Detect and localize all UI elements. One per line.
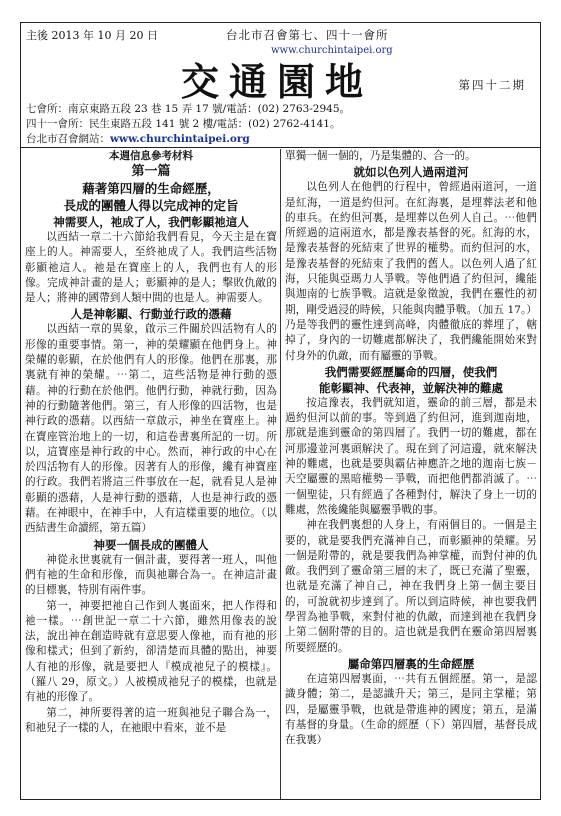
subheading-god-needs-man: 神需要人，祂成了人，我們彰顯祂這人 <box>53 215 249 229</box>
paragraph: 以西結一章二十六節給我們看見，今天主是在寶座上的人。神需要人，至終祂成了人。我們這些活物彰顯祂這人。祂是在寶座上的人，我們也有人的形像。完成神計畫的是人；彰顯神的是人；擊敗仇敵的是人；將神的國帶到人類中間的也是人。神需要人。 <box>25 231 277 305</box>
paragraph: 第一，神要把祂自己作到人裏面來，把人作得和祂一樣。⋯創世記一章二十六節，雖然用像表的說法，說出神在創造時就有意思要人像祂，而有祂的形像和樣式；但到了新約，卻清楚而具體的點出，神要人有祂的形像，就是要把人『模成祂兒子的模樣』。（羅八 29，原文。）人被模成祂兒子的模樣，也就是有祂的形像了。 <box>25 599 277 704</box>
subheading-man-means-of-expression: 人是神彰顯、行動並行政的憑藉 <box>70 307 232 322</box>
section-heading: 第一篇 <box>131 164 171 179</box>
paragraph: 在這第四層裏面，⋯共有五個經歷。第一，是認識身體；第二，是認識升天；第三，是同主掌權；第四，是屬靈爭戰，也就是帶進神的國度；第五，是滿有基督的身量。（生命的經歷（下）第四層，基督長成在我裏） <box>285 672 537 747</box>
issue-date: 主後 2013 年 10 月 20 日 <box>26 29 158 42</box>
website-line <box>26 131 250 146</box>
paragraph: 神從永世裏就有一個計畫，要得著一班人，叫他們有祂的生命和形像，而與祂聯合為一。在神這計畫的目標裏，特別有兩件事。 <box>25 553 277 597</box>
message-title-line-2: 長成的團體人得以完成神的定旨 <box>63 198 239 213</box>
paragraph-continued: 單獨一個一個的，乃是集體的、合一的。 <box>285 150 476 162</box>
column-divider <box>280 149 281 799</box>
subheading-two-rivers: 就如以色列人過兩道河 <box>353 165 469 180</box>
subheading-four-stages-line-2: 能彰顯神、代表神，並解決神的難處 <box>319 380 503 395</box>
reference-heading: 本週信息參考材料 <box>109 150 193 162</box>
top-website-link[interactable]: www.churchintaipei.org <box>271 45 393 56</box>
newsletter-title: 交通園地 <box>181 59 374 104</box>
left-column <box>25 149 277 736</box>
right-column <box>285 149 537 748</box>
hall-41-address: 四十一會所：民生東路五段 141 號 2 樓/電話：(02) 2762-4141。 <box>26 118 341 130</box>
issue-number: 第四十二期 <box>458 78 526 92</box>
message-title-line-1: 藉著第四層的生命經歷， <box>82 181 220 196</box>
newsletter-page <box>20 22 541 800</box>
subheading-mature-corporate-man: 神要一個長成的團體人 <box>93 537 209 552</box>
masthead <box>21 23 540 148</box>
paragraph: 第二，神所要得著的這一班與祂兒子聯合為一，和祂兒子一樣的人，在祂眼中看來，並不是 <box>25 706 277 734</box>
church-halls-heading: 台北市召會第七、四十一會所 <box>226 28 389 42</box>
paragraph: 以色列人在他們的行程中，曾經過兩道河，一道是紅海，一道是約但河。在紅海裏，是埋葬法老和他的車兵。在約但河裏，是埋葬以色列人自己。⋯他們所經過的這兩道水，都是豫表基督的死。紅海的水，是豫表基督的死結束了世界的權勢。而約但河的水，是豫表基督的死結束了我們的舊人。以色列人過了紅海，只能與亞瑪力人爭戰。等他們過了約但河，纔能與迦南的七族爭戰。這就是象徵說，我們在靈性的初期，剛受過浸的時候，只能與肉體爭戰。（加五 17。）乃是等我們的靈性達到高峰，肉體徹底的葬埋了，轄掉了，身內的一切難處都解決了，我們纔能開始來對付身外的仇敵，而有屬靈的爭戰。 <box>285 181 537 362</box>
paragraph: 神在我們裏想的人身上，有兩個目的。一個是主要的，就是要我們充滿神自己，而彰顯神的榮耀。另一個是附帶的，就是要我們為神掌權，而對付神的仇敵。我們到了靈命第三層的末了，既已充滿了聖靈，也就是充滿了神自己，神在我們身上第一個主要目的，可說就初步達到了。所以到這時候，神也要我們學習為祂爭戰，來對付祂的仇敵，而達到祂在我們身上第二個附帶的目的。這也就是我們在靈命第四層裏所要經歷的。 <box>285 519 537 654</box>
subheading-fourth-stage-experiences: 屬命第四層裏的生命經歷 <box>347 656 475 671</box>
paragraph: 按這豫表，我們就知道，靈命的前三層，都是未過約但河以前的事。等到過了約但河，進到迦南地，那就是進到靈命的第四層了。我們一切的難處，都在河那邊並河裏頭解決了。現在到了河這邊，就來解決神的難處，也就是要與霸佔神應許之地的迦南七族－天空屬靈的黑暗權勢－爭戰，而把他們都消滅了。⋯一個聖徒，只有經過了各種對付，解決了身上一切的難處，然後纔能與屬靈爭戰的事。 <box>285 396 537 516</box>
hall-7-address: 七會所：南京東路五段 23 巷 15 弄 17 號/電話：(02) 2763-2945。 <box>26 103 351 115</box>
website-link[interactable]: www.churchintaipei.org <box>110 133 250 145</box>
subheading-four-stages-line-1: 我們需要經歷屬命的四層，使我們 <box>324 364 498 379</box>
website-label: 台北市召會網站： <box>26 133 110 145</box>
paragraph: 以西結一章的異象，啟示三件關於四活物有人的形像的重要事情。第一，神的榮耀顯在他們身上。神榮耀的彰顯，在於他們有人的形像。他們在那裏，那裏就有神的榮耀。⋯第二，這些活物是神行動的憑藉。神的行動在於他們。他們行動，神就行動，因為神的行動隨著他們。第三，有人形像的四活物，也是神行政的憑藉。以西結一章啟示，神坐在寶座上。神在寶座管治地上的一切，和這卷書裏所記的一切。所以，這寶座是神行政的中心。然而，神行政的中心在於四活物有人的形像。因著有人的形像，纔有神寶座的行政。我們若將這三件事放在一起，就看見人是神彰顯的憑藉，人是神行動的憑藉，人也是神行政的憑藉。在神眼中，在神手中，人有這樣重要的地位。（以西結書生命讀經，第五篇） <box>25 323 277 535</box>
